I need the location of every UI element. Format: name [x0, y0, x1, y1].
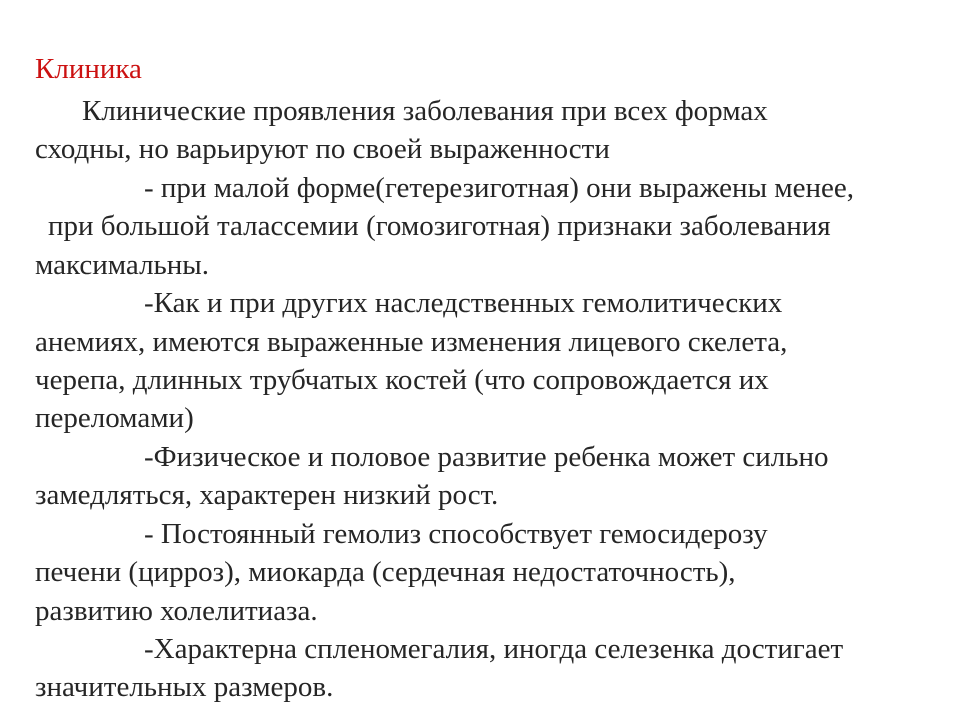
paragraph-skeleton-line-1: -Как и при других наследственных гемолитических	[144, 287, 783, 319]
paragraph-splenomegaly-line-1: -Характерна спленомегалия, иногда селезенка достигает	[144, 633, 844, 665]
paragraph-development-line-1: -Физическое и половое развитие ребенка может сильно	[144, 441, 829, 473]
paragraph-forms-line-2: при большой талассемии (гомозиготная) признаки заболевания	[48, 210, 831, 242]
slide-title: Клиника	[35, 53, 142, 85]
paragraph-skeleton-line-3: черепа, длинных трубчатых костей (что сопровождается их	[35, 364, 769, 396]
paragraph-forms-line-3: максимальны.	[35, 249, 210, 281]
paragraph-skeleton-line-2: анемиях, имеются выраженные изменения лицевого скелета,	[35, 326, 788, 358]
paragraph-intro-line-1: Клинические проявления заболевания при всех формах	[82, 95, 768, 127]
paragraph-splenomegaly-line-2: значительных размеров.	[35, 671, 334, 703]
paragraph-hemolysis-line-2: печени (цирроз), миокарда (сердечная недостаточность),	[35, 556, 736, 588]
paragraph-intro-line-2: сходны, но варьируют по своей выраженности	[35, 133, 610, 165]
paragraph-hemolysis-line-1: - Постоянный гемолиз способствует гемосидерозу	[144, 518, 768, 550]
paragraph-development-line-2: замедляться, характерен низкий рост.	[35, 479, 499, 511]
paragraph-skeleton-line-4: переломами)	[35, 402, 194, 434]
paragraph-forms-line-1: - при малой форме(гетерезиготная) они выражены менее,	[144, 172, 855, 204]
paragraph-hemolysis-line-3: развитию холелитиаза.	[35, 595, 318, 627]
